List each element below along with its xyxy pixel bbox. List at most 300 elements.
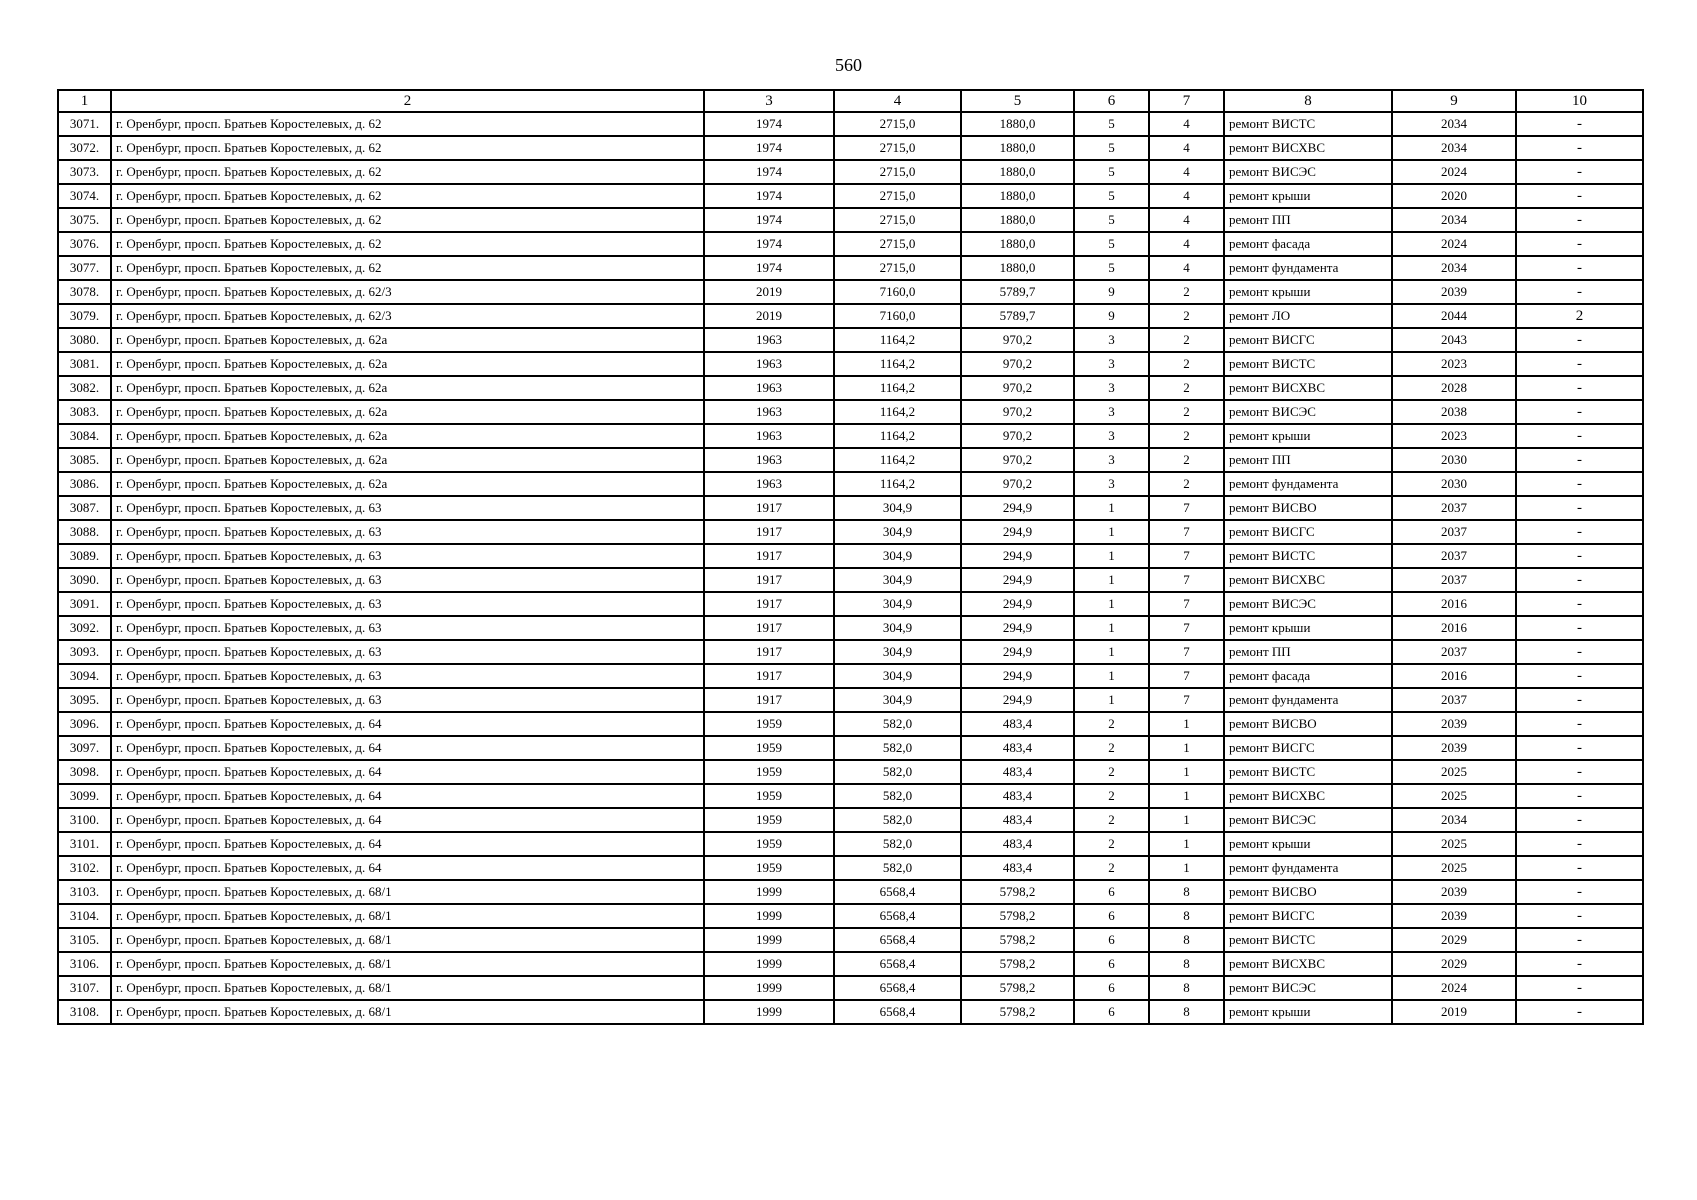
total-area-cell: 582,0 xyxy=(834,760,961,784)
col7-cell: 7 xyxy=(1149,568,1224,592)
col7-cell: 4 xyxy=(1149,136,1224,160)
total-area-cell: 304,9 xyxy=(834,496,961,520)
plan-year-cell: 2016 xyxy=(1392,616,1516,640)
column-header: 8 xyxy=(1224,90,1392,112)
col10-cell: 2 xyxy=(1516,304,1643,328)
col7-cell: 7 xyxy=(1149,688,1224,712)
address-cell: г. Оренбург, просп. Братьев Коростелевых, д. 62 xyxy=(111,112,704,136)
table-row xyxy=(58,448,1643,472)
living-area-cell: 5789,7 xyxy=(961,280,1074,304)
work-type-cell: ремонт ВИСВО xyxy=(1224,496,1392,520)
floors-cell: 6 xyxy=(1074,904,1149,928)
total-area-cell: 1164,2 xyxy=(834,424,961,448)
year-cell: 1959 xyxy=(704,856,834,880)
address-cell: г. Оренбург, просп. Братьев Коростелевых, д. 62 xyxy=(111,208,704,232)
row-number: 3105. xyxy=(58,928,111,952)
work-type-cell: ремонт ЛО xyxy=(1224,304,1392,328)
table-row xyxy=(58,424,1643,448)
living-area-cell: 5798,2 xyxy=(961,880,1074,904)
total-area-cell: 1164,2 xyxy=(834,328,961,352)
row-number: 3073. xyxy=(58,160,111,184)
column-header: 1 xyxy=(58,90,111,112)
col10-cell: - xyxy=(1516,472,1643,496)
col10-cell: - xyxy=(1516,928,1643,952)
row-number: 3094. xyxy=(58,664,111,688)
total-area-cell: 2715,0 xyxy=(834,160,961,184)
column-header: 5 xyxy=(961,90,1074,112)
column-header: 10 xyxy=(1516,90,1643,112)
work-type-cell: ремонт ВИСЭС xyxy=(1224,808,1392,832)
column-header: 7 xyxy=(1149,90,1224,112)
col7-cell: 4 xyxy=(1149,184,1224,208)
living-area-cell: 483,4 xyxy=(961,856,1074,880)
address-cell: г. Оренбург, просп. Братьев Коростелевых, д. 68/1 xyxy=(111,928,704,952)
work-type-cell: ремонт фундамента xyxy=(1224,256,1392,280)
year-cell: 1959 xyxy=(704,784,834,808)
living-area-cell: 5798,2 xyxy=(961,952,1074,976)
floors-cell: 5 xyxy=(1074,184,1149,208)
year-cell: 1963 xyxy=(704,448,834,472)
col7-cell: 7 xyxy=(1149,664,1224,688)
row-number: 3102. xyxy=(58,856,111,880)
floors-cell: 1 xyxy=(1074,568,1149,592)
total-area-cell: 304,9 xyxy=(834,688,961,712)
living-area-cell: 970,2 xyxy=(961,376,1074,400)
living-area-cell: 294,9 xyxy=(961,496,1074,520)
year-cell: 1974 xyxy=(704,256,834,280)
row-number: 3104. xyxy=(58,904,111,928)
plan-year-cell: 2037 xyxy=(1392,544,1516,568)
col7-cell: 1 xyxy=(1149,856,1224,880)
row-number: 3082. xyxy=(58,376,111,400)
address-cell: г. Оренбург, просп. Братьев Коростелевых, д. 63 xyxy=(111,520,704,544)
plan-year-cell: 2034 xyxy=(1392,136,1516,160)
floors-cell: 5 xyxy=(1074,112,1149,136)
table-row xyxy=(58,112,1643,136)
col7-cell: 8 xyxy=(1149,904,1224,928)
living-area-cell: 483,4 xyxy=(961,784,1074,808)
col10-cell: - xyxy=(1516,280,1643,304)
address-cell: г. Оренбург, просп. Братьев Коростелевых, д. 63 xyxy=(111,616,704,640)
table-row xyxy=(58,256,1643,280)
table-row xyxy=(58,928,1643,952)
floors-cell: 3 xyxy=(1074,424,1149,448)
col7-cell: 4 xyxy=(1149,232,1224,256)
total-area-cell: 6568,4 xyxy=(834,904,961,928)
total-area-cell: 582,0 xyxy=(834,784,961,808)
living-area-cell: 483,4 xyxy=(961,712,1074,736)
work-type-cell: ремонт ВИСТС xyxy=(1224,760,1392,784)
address-cell: г. Оренбург, просп. Братьев Коростелевых, д. 63 xyxy=(111,688,704,712)
total-area-cell: 304,9 xyxy=(834,544,961,568)
address-cell: г. Оренбург, просп. Братьев Коростелевых, д. 62 xyxy=(111,232,704,256)
year-cell: 1974 xyxy=(704,184,834,208)
year-cell: 1963 xyxy=(704,376,834,400)
col7-cell: 2 xyxy=(1149,400,1224,424)
year-cell: 2019 xyxy=(704,280,834,304)
floors-cell: 6 xyxy=(1074,928,1149,952)
work-type-cell: ремонт ВИСТС xyxy=(1224,112,1392,136)
work-type-cell: ремонт крыши xyxy=(1224,424,1392,448)
row-number: 3080. xyxy=(58,328,111,352)
row-number: 3074. xyxy=(58,184,111,208)
address-cell: г. Оренбург, просп. Братьев Коростелевых, д. 64 xyxy=(111,784,704,808)
floors-cell: 6 xyxy=(1074,1000,1149,1024)
total-area-cell: 2715,0 xyxy=(834,256,961,280)
table-row xyxy=(58,208,1643,232)
table-row xyxy=(58,808,1643,832)
row-number: 3090. xyxy=(58,568,111,592)
col7-cell: 2 xyxy=(1149,328,1224,352)
col10-cell: - xyxy=(1516,808,1643,832)
year-cell: 1963 xyxy=(704,424,834,448)
living-area-cell: 5789,7 xyxy=(961,304,1074,328)
table-row xyxy=(58,736,1643,760)
col7-cell: 1 xyxy=(1149,808,1224,832)
col10-cell: - xyxy=(1516,664,1643,688)
total-area-cell: 304,9 xyxy=(834,520,961,544)
row-number: 3076. xyxy=(58,232,111,256)
table-row xyxy=(58,568,1643,592)
col7-cell: 1 xyxy=(1149,760,1224,784)
col7-cell: 1 xyxy=(1149,784,1224,808)
floors-cell: 5 xyxy=(1074,256,1149,280)
plan-year-cell: 2023 xyxy=(1392,352,1516,376)
plan-year-cell: 2037 xyxy=(1392,568,1516,592)
plan-year-cell: 2044 xyxy=(1392,304,1516,328)
row-number: 3081. xyxy=(58,352,111,376)
plan-year-cell: 2037 xyxy=(1392,640,1516,664)
address-cell: г. Оренбург, просп. Братьев Коростелевых, д. 64 xyxy=(111,856,704,880)
address-cell: г. Оренбург, просп. Братьев Коростелевых, д. 62а xyxy=(111,328,704,352)
address-cell: г. Оренбург, просп. Братьев Коростелевых, д. 62а xyxy=(111,472,704,496)
address-cell: г. Оренбург, просп. Братьев Коростелевых, д. 64 xyxy=(111,808,704,832)
table-row xyxy=(58,184,1643,208)
table-row xyxy=(58,688,1643,712)
year-cell: 1974 xyxy=(704,208,834,232)
table-row xyxy=(58,976,1643,1000)
col7-cell: 7 xyxy=(1149,496,1224,520)
living-area-cell: 970,2 xyxy=(961,448,1074,472)
column-header: 9 xyxy=(1392,90,1516,112)
work-type-cell: ремонт ВИСЭС xyxy=(1224,160,1392,184)
floors-cell: 1 xyxy=(1074,640,1149,664)
living-area-cell: 1880,0 xyxy=(961,184,1074,208)
plan-year-cell: 2016 xyxy=(1392,592,1516,616)
floors-cell: 5 xyxy=(1074,136,1149,160)
year-cell: 1974 xyxy=(704,232,834,256)
table-row xyxy=(58,496,1643,520)
total-area-cell: 582,0 xyxy=(834,832,961,856)
row-number: 3098. xyxy=(58,760,111,784)
header-row xyxy=(58,90,1643,112)
year-cell: 1917 xyxy=(704,568,834,592)
plan-year-cell: 2034 xyxy=(1392,808,1516,832)
floors-cell: 1 xyxy=(1074,544,1149,568)
address-cell: г. Оренбург, просп. Братьев Коростелевых, д. 62 xyxy=(111,160,704,184)
total-area-cell: 6568,4 xyxy=(834,928,961,952)
floors-cell: 5 xyxy=(1074,208,1149,232)
total-area-cell: 1164,2 xyxy=(834,400,961,424)
address-cell: г. Оренбург, просп. Братьев Коростелевых, д. 64 xyxy=(111,736,704,760)
total-area-cell: 304,9 xyxy=(834,616,961,640)
col7-cell: 2 xyxy=(1149,376,1224,400)
col10-cell: - xyxy=(1516,880,1643,904)
col7-cell: 7 xyxy=(1149,616,1224,640)
living-area-cell: 294,9 xyxy=(961,616,1074,640)
col7-cell: 7 xyxy=(1149,640,1224,664)
row-number: 3084. xyxy=(58,424,111,448)
plan-year-cell: 2024 xyxy=(1392,160,1516,184)
total-area-cell: 2715,0 xyxy=(834,184,961,208)
living-area-cell: 1880,0 xyxy=(961,160,1074,184)
year-cell: 1974 xyxy=(704,160,834,184)
address-cell: г. Оренбург, просп. Братьев Коростелевых, д. 62а xyxy=(111,376,704,400)
table-row xyxy=(58,160,1643,184)
row-number: 3108. xyxy=(58,1000,111,1024)
work-type-cell: ремонт ПП xyxy=(1224,448,1392,472)
plan-year-cell: 2034 xyxy=(1392,112,1516,136)
row-number: 3096. xyxy=(58,712,111,736)
table-row xyxy=(58,952,1643,976)
table-row xyxy=(58,712,1643,736)
total-area-cell: 304,9 xyxy=(834,664,961,688)
plan-year-cell: 2023 xyxy=(1392,424,1516,448)
total-area-cell: 304,9 xyxy=(834,640,961,664)
year-cell: 1999 xyxy=(704,904,834,928)
work-type-cell: ремонт ВИСТС xyxy=(1224,352,1392,376)
year-cell: 1917 xyxy=(704,640,834,664)
plan-year-cell: 2025 xyxy=(1392,784,1516,808)
row-number: 3071. xyxy=(58,112,111,136)
plan-year-cell: 2034 xyxy=(1392,256,1516,280)
total-area-cell: 582,0 xyxy=(834,712,961,736)
year-cell: 1959 xyxy=(704,832,834,856)
plan-year-cell: 2025 xyxy=(1392,760,1516,784)
floors-cell: 1 xyxy=(1074,592,1149,616)
work-type-cell: ремонт фасада xyxy=(1224,664,1392,688)
col10-cell: - xyxy=(1516,160,1643,184)
living-area-cell: 294,9 xyxy=(961,688,1074,712)
col7-cell: 2 xyxy=(1149,280,1224,304)
address-cell: г. Оренбург, просп. Братьев Коростелевых, д. 63 xyxy=(111,640,704,664)
year-cell: 1917 xyxy=(704,592,834,616)
work-type-cell: ремонт ВИСТС xyxy=(1224,544,1392,568)
year-cell: 1917 xyxy=(704,664,834,688)
col7-cell: 7 xyxy=(1149,520,1224,544)
year-cell: 1917 xyxy=(704,544,834,568)
row-number: 3083. xyxy=(58,400,111,424)
table-row xyxy=(58,856,1643,880)
col7-cell: 8 xyxy=(1149,952,1224,976)
total-area-cell: 1164,2 xyxy=(834,448,961,472)
col10-cell: - xyxy=(1516,352,1643,376)
col10-cell: - xyxy=(1516,568,1643,592)
plan-year-cell: 2030 xyxy=(1392,448,1516,472)
col7-cell: 4 xyxy=(1149,112,1224,136)
total-area-cell: 2715,0 xyxy=(834,112,961,136)
col10-cell: - xyxy=(1516,208,1643,232)
total-area-cell: 1164,2 xyxy=(834,352,961,376)
col7-cell: 2 xyxy=(1149,304,1224,328)
year-cell: 1917 xyxy=(704,688,834,712)
total-area-cell: 6568,4 xyxy=(834,952,961,976)
address-cell: г. Оренбург, просп. Братьев Коростелевых, д. 63 xyxy=(111,496,704,520)
table-body xyxy=(58,112,1643,1024)
row-number: 3085. xyxy=(58,448,111,472)
table-row xyxy=(58,616,1643,640)
floors-cell: 9 xyxy=(1074,304,1149,328)
col10-cell: - xyxy=(1516,952,1643,976)
table-row xyxy=(58,784,1643,808)
page-number: 560 xyxy=(835,55,862,75)
floors-cell: 1 xyxy=(1074,496,1149,520)
table-row xyxy=(58,640,1643,664)
floors-cell: 3 xyxy=(1074,400,1149,424)
col10-cell: - xyxy=(1516,760,1643,784)
work-type-cell: ремонт ПП xyxy=(1224,640,1392,664)
table-row xyxy=(58,232,1643,256)
table-row xyxy=(58,544,1643,568)
living-area-cell: 1880,0 xyxy=(961,232,1074,256)
col10-cell: - xyxy=(1516,136,1643,160)
work-type-cell: ремонт крыши xyxy=(1224,1000,1392,1024)
table-row xyxy=(58,760,1643,784)
address-cell: г. Оренбург, просп. Братьев Коростелевых, д. 62/3 xyxy=(111,280,704,304)
work-type-cell: ремонт ВИСЭС xyxy=(1224,976,1392,1000)
floors-cell: 3 xyxy=(1074,448,1149,472)
plan-year-cell: 2028 xyxy=(1392,376,1516,400)
plan-year-cell: 2038 xyxy=(1392,400,1516,424)
address-cell: г. Оренбург, просп. Братьев Коростелевых, д. 64 xyxy=(111,832,704,856)
work-type-cell: ремонт фундамента xyxy=(1224,472,1392,496)
row-number: 3075. xyxy=(58,208,111,232)
address-cell: г. Оренбург, просп. Братьев Коростелевых, д. 63 xyxy=(111,592,704,616)
floors-cell: 3 xyxy=(1074,472,1149,496)
col7-cell: 2 xyxy=(1149,352,1224,376)
year-cell: 1999 xyxy=(704,928,834,952)
plan-year-cell: 2043 xyxy=(1392,328,1516,352)
col10-cell: - xyxy=(1516,256,1643,280)
living-area-cell: 5798,2 xyxy=(961,904,1074,928)
floors-cell: 6 xyxy=(1074,952,1149,976)
plan-year-cell: 2024 xyxy=(1392,976,1516,1000)
row-number: 3086. xyxy=(58,472,111,496)
col10-cell: - xyxy=(1516,400,1643,424)
col10-cell: - xyxy=(1516,736,1643,760)
row-number: 3100. xyxy=(58,808,111,832)
work-type-cell: ремонт ПП xyxy=(1224,208,1392,232)
col10-cell: - xyxy=(1516,592,1643,616)
total-area-cell: 1164,2 xyxy=(834,376,961,400)
col10-cell: - xyxy=(1516,112,1643,136)
col7-cell: 8 xyxy=(1149,976,1224,1000)
col10-cell: - xyxy=(1516,688,1643,712)
plan-year-cell: 2039 xyxy=(1392,712,1516,736)
col7-cell: 2 xyxy=(1149,424,1224,448)
col10-cell: - xyxy=(1516,448,1643,472)
address-cell: г. Оренбург, просп. Братьев Коростелевых, д. 62 xyxy=(111,184,704,208)
col10-cell: - xyxy=(1516,856,1643,880)
work-type-cell: ремонт ВИСХВС xyxy=(1224,952,1392,976)
living-area-cell: 1880,0 xyxy=(961,136,1074,160)
address-cell: г. Оренбург, просп. Братьев Коростелевых, д. 62а xyxy=(111,400,704,424)
total-area-cell: 304,9 xyxy=(834,568,961,592)
col7-cell: 2 xyxy=(1149,472,1224,496)
total-area-cell: 7160,0 xyxy=(834,304,961,328)
work-type-cell: ремонт ВИСГС xyxy=(1224,328,1392,352)
total-area-cell: 1164,2 xyxy=(834,472,961,496)
column-header: 2 xyxy=(111,90,704,112)
living-area-cell: 5798,2 xyxy=(961,1000,1074,1024)
work-type-cell: ремонт фундамента xyxy=(1224,856,1392,880)
year-cell: 1959 xyxy=(704,736,834,760)
address-cell: г. Оренбург, просп. Братьев Коростелевых, д. 68/1 xyxy=(111,904,704,928)
address-cell: г. Оренбург, просп. Братьев Коростелевых, д. 68/1 xyxy=(111,952,704,976)
floors-cell: 2 xyxy=(1074,760,1149,784)
address-cell: г. Оренбург, просп. Братьев Коростелевых, д. 68/1 xyxy=(111,976,704,1000)
living-area-cell: 294,9 xyxy=(961,568,1074,592)
work-type-cell: ремонт ВИСХВС xyxy=(1224,376,1392,400)
floors-cell: 2 xyxy=(1074,832,1149,856)
living-area-cell: 970,2 xyxy=(961,400,1074,424)
row-number: 3097. xyxy=(58,736,111,760)
plan-year-cell: 2020 xyxy=(1392,184,1516,208)
col10-cell: - xyxy=(1516,232,1643,256)
col10-cell: - xyxy=(1516,376,1643,400)
work-type-cell: ремонт ВИСВО xyxy=(1224,880,1392,904)
living-area-cell: 5798,2 xyxy=(961,928,1074,952)
floors-cell: 3 xyxy=(1074,352,1149,376)
living-area-cell: 5798,2 xyxy=(961,976,1074,1000)
col7-cell: 2 xyxy=(1149,448,1224,472)
col7-cell: 1 xyxy=(1149,736,1224,760)
column-header: 6 xyxy=(1074,90,1149,112)
floors-cell: 1 xyxy=(1074,520,1149,544)
total-area-cell: 582,0 xyxy=(834,856,961,880)
year-cell: 1999 xyxy=(704,880,834,904)
work-type-cell: ремонт крыши xyxy=(1224,280,1392,304)
total-area-cell: 7160,0 xyxy=(834,280,961,304)
col10-cell: - xyxy=(1516,1000,1643,1024)
row-number: 3099. xyxy=(58,784,111,808)
col10-cell: - xyxy=(1516,520,1643,544)
year-cell: 1974 xyxy=(704,112,834,136)
table-row xyxy=(58,352,1643,376)
row-number: 3095. xyxy=(58,688,111,712)
living-area-cell: 970,2 xyxy=(961,352,1074,376)
table-row xyxy=(58,472,1643,496)
floors-cell: 2 xyxy=(1074,736,1149,760)
year-cell: 1963 xyxy=(704,328,834,352)
column-header: 4 xyxy=(834,90,961,112)
work-type-cell: ремонт крыши xyxy=(1224,184,1392,208)
table-row xyxy=(58,280,1643,304)
table-row xyxy=(58,880,1643,904)
year-cell: 1999 xyxy=(704,952,834,976)
plan-year-cell: 2039 xyxy=(1392,880,1516,904)
row-number: 3092. xyxy=(58,616,111,640)
year-cell: 1959 xyxy=(704,808,834,832)
table-row xyxy=(58,328,1643,352)
living-area-cell: 483,4 xyxy=(961,832,1074,856)
table-row xyxy=(58,592,1643,616)
repair-schedule-table xyxy=(57,89,1644,1025)
address-cell: г. Оренбург, просп. Братьев Коростелевых, д. 62а xyxy=(111,352,704,376)
floors-cell: 5 xyxy=(1074,232,1149,256)
total-area-cell: 6568,4 xyxy=(834,1000,961,1024)
plan-year-cell: 2025 xyxy=(1392,832,1516,856)
